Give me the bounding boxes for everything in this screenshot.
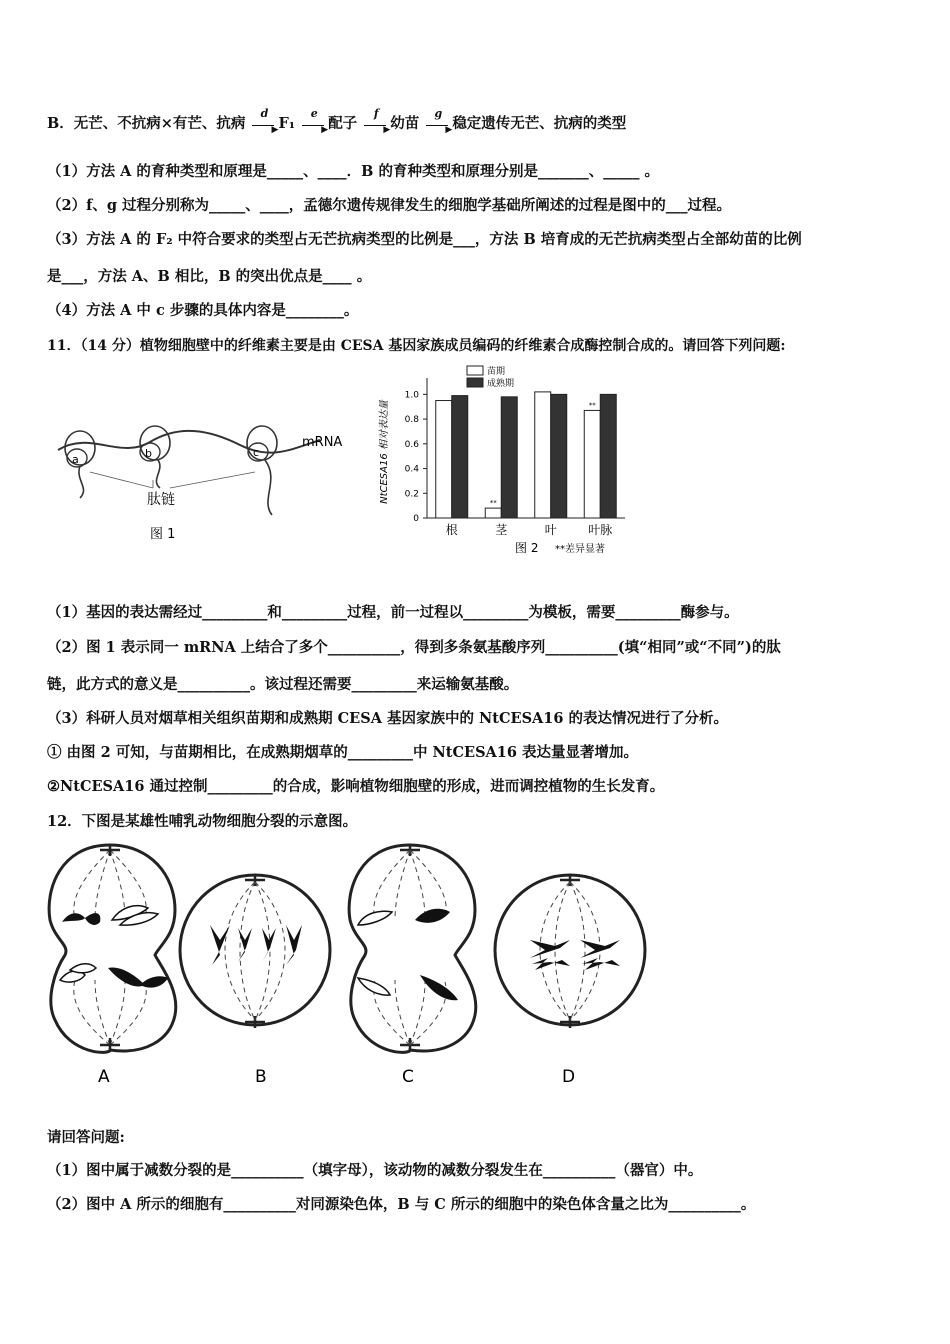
- significance-茎: **: [489, 499, 497, 508]
- q11-s3: （3）科研人员对烟草相关组织苗期和成熟期 CESA 基因家族中的 NtCESA16 的表达情况进行了分析。: [47, 710, 729, 727]
- bar-苗期-叶脉: [584, 410, 600, 518]
- q11-s2a: （2）图 1 表示同一 mRNA 上结合了多个__________，得到多条氨基酸序列__________(填“相同”或“不同”)的肽: [47, 639, 781, 656]
- label-c: C: [402, 1067, 414, 1087]
- label-b: B: [255, 1067, 267, 1087]
- y-axis-label: NtCESA16 相对表达量: [379, 400, 390, 504]
- ribosome-label-c: c: [253, 446, 260, 459]
- q11-s3-2: ②NtCESA16 通过控制_________的合成，影响植物细胞壁的形成，进而调控植物的生长发育。: [47, 778, 665, 795]
- bar-成熟期-叶: [551, 394, 567, 518]
- bar-苗期-根: [436, 401, 452, 518]
- y-tick-label-4: 0.8: [404, 415, 419, 426]
- ribosome-label-b: b: [145, 447, 152, 460]
- bar-苗期-茎: [485, 508, 501, 518]
- q12-title: 12．下图是某雄性哺乳动物细胞分裂的示意图。: [47, 813, 358, 830]
- legend-swatch-苗期: [467, 366, 483, 375]
- x-tick-label-茎: 茎: [495, 523, 508, 537]
- arrow-e: e ▶: [300, 114, 328, 134]
- figure-1: [50, 380, 370, 560]
- q10-s2: （2）f、g 过程分别称为_____、____，孟德尔遗传规律发生的细胞学基础所阐述的过程是图中的___过程。: [47, 197, 732, 214]
- cell-b: [180, 875, 330, 1028]
- q12-s1: （1）图中属于减数分裂的是__________（填字母），该动物的减数分裂发生在__________（器官）中。: [47, 1162, 703, 1179]
- mrna-strand: [58, 431, 320, 453]
- legend-swatch-成熟期: [467, 378, 483, 387]
- gamete-label: 配子: [328, 115, 358, 132]
- label-a: A: [98, 1067, 110, 1087]
- label-d: D: [562, 1067, 576, 1087]
- x-tick-label-叶脉: 叶脉: [588, 523, 613, 537]
- arrow-g: g ▶: [424, 114, 452, 134]
- arrow-f: f ▶: [362, 114, 390, 134]
- q10-s4: （4）方法 A 中 c 步骤的具体内容是________。: [47, 302, 359, 319]
- cell-c: [349, 845, 476, 1052]
- legend-label-成熟期: 成熟期: [487, 379, 515, 389]
- cell-a: [49, 845, 176, 1052]
- peptide-label: 肽链: [147, 492, 175, 508]
- x-tick-label-根: 根: [445, 523, 458, 537]
- q10-s3b: 是___，方法 A、B 相比，B 的突出优点是____ 。: [47, 268, 372, 285]
- q10-s1: （1）方法 A 的育种类型和原理是_____、____．B 的育种类型和原理分别是_______、_____ 。: [47, 163, 660, 180]
- legend-label-苗期: 苗期: [487, 367, 506, 377]
- figure-1-caption: 图 1: [150, 527, 176, 542]
- figure-2-caption: 图 2: [515, 541, 539, 555]
- ribosome-label-a: a: [72, 453, 79, 466]
- ribosome-c: [247, 426, 277, 515]
- q12-s2: （2）图中 A 所示的细胞有__________对同源染色体，B 与 C 所示的细胞中的染色体含量之比为__________。: [47, 1196, 756, 1213]
- y-tick-label-5: 1.0: [404, 390, 419, 401]
- section-b-prefix: B．无芒、不抗病×有芒、抗病: [47, 115, 246, 132]
- y-tick-label-3: 0.6: [404, 439, 419, 450]
- q11-s1: （1）基因的表达需经过_________和_________过程，前一过程以_________为模板，需要_________酶参与。: [47, 604, 739, 621]
- seedling-label: 幼苗: [390, 115, 420, 132]
- q12-prompt: 请回答问题:: [47, 1129, 125, 1146]
- cell-division-figure: [40, 840, 670, 1090]
- figure-2-chart: [375, 362, 645, 562]
- q11-s2b: 链，此方式的意义是__________。该过程还需要_________来运输氨基酸。: [47, 676, 519, 693]
- y-tick-label-0: 0: [413, 514, 419, 524]
- figure-2-note: **差异显著: [555, 544, 605, 555]
- q10-s3a: （3）方法 A 的 F₂ 中符合要求的类型占无芒抗病类型的比例是___，方法 B 培育成的无芒抗病类型占全部幼苗的比例: [47, 231, 802, 248]
- bar-成熟期-叶脉: [600, 394, 616, 518]
- bar-成熟期-茎: [501, 397, 517, 518]
- arrow-d: d ▶: [250, 114, 278, 134]
- result-label: 稳定遗传无芒、抗病的类型: [452, 115, 627, 132]
- y-tick-label-1: 0.2: [404, 489, 419, 500]
- bar-成熟期-根: [452, 396, 468, 518]
- ribosome-a: [65, 431, 95, 498]
- q11-s3-1: ① 由图 2 可知，与苗期相比，在成熟期烟草的_________中 NtCESA16 表达量显著增加。: [47, 744, 639, 761]
- mrna-label: mRNA: [302, 435, 343, 450]
- q11-title: 11．（14 分）植物细胞壁中的纤维素主要是由 CESA 基因家族成员编码的纤维素合成酶控制合成的。请回答下列问题:: [47, 338, 786, 354]
- x-tick-label-叶: 叶: [544, 523, 557, 537]
- f1-label: F₁: [278, 115, 296, 132]
- section-b-line: [47, 107, 627, 135]
- significance-叶脉: **: [588, 401, 596, 410]
- cell-d: [495, 875, 645, 1028]
- y-tick-label-2: 0.4: [404, 464, 419, 475]
- bar-苗期-叶: [535, 392, 551, 518]
